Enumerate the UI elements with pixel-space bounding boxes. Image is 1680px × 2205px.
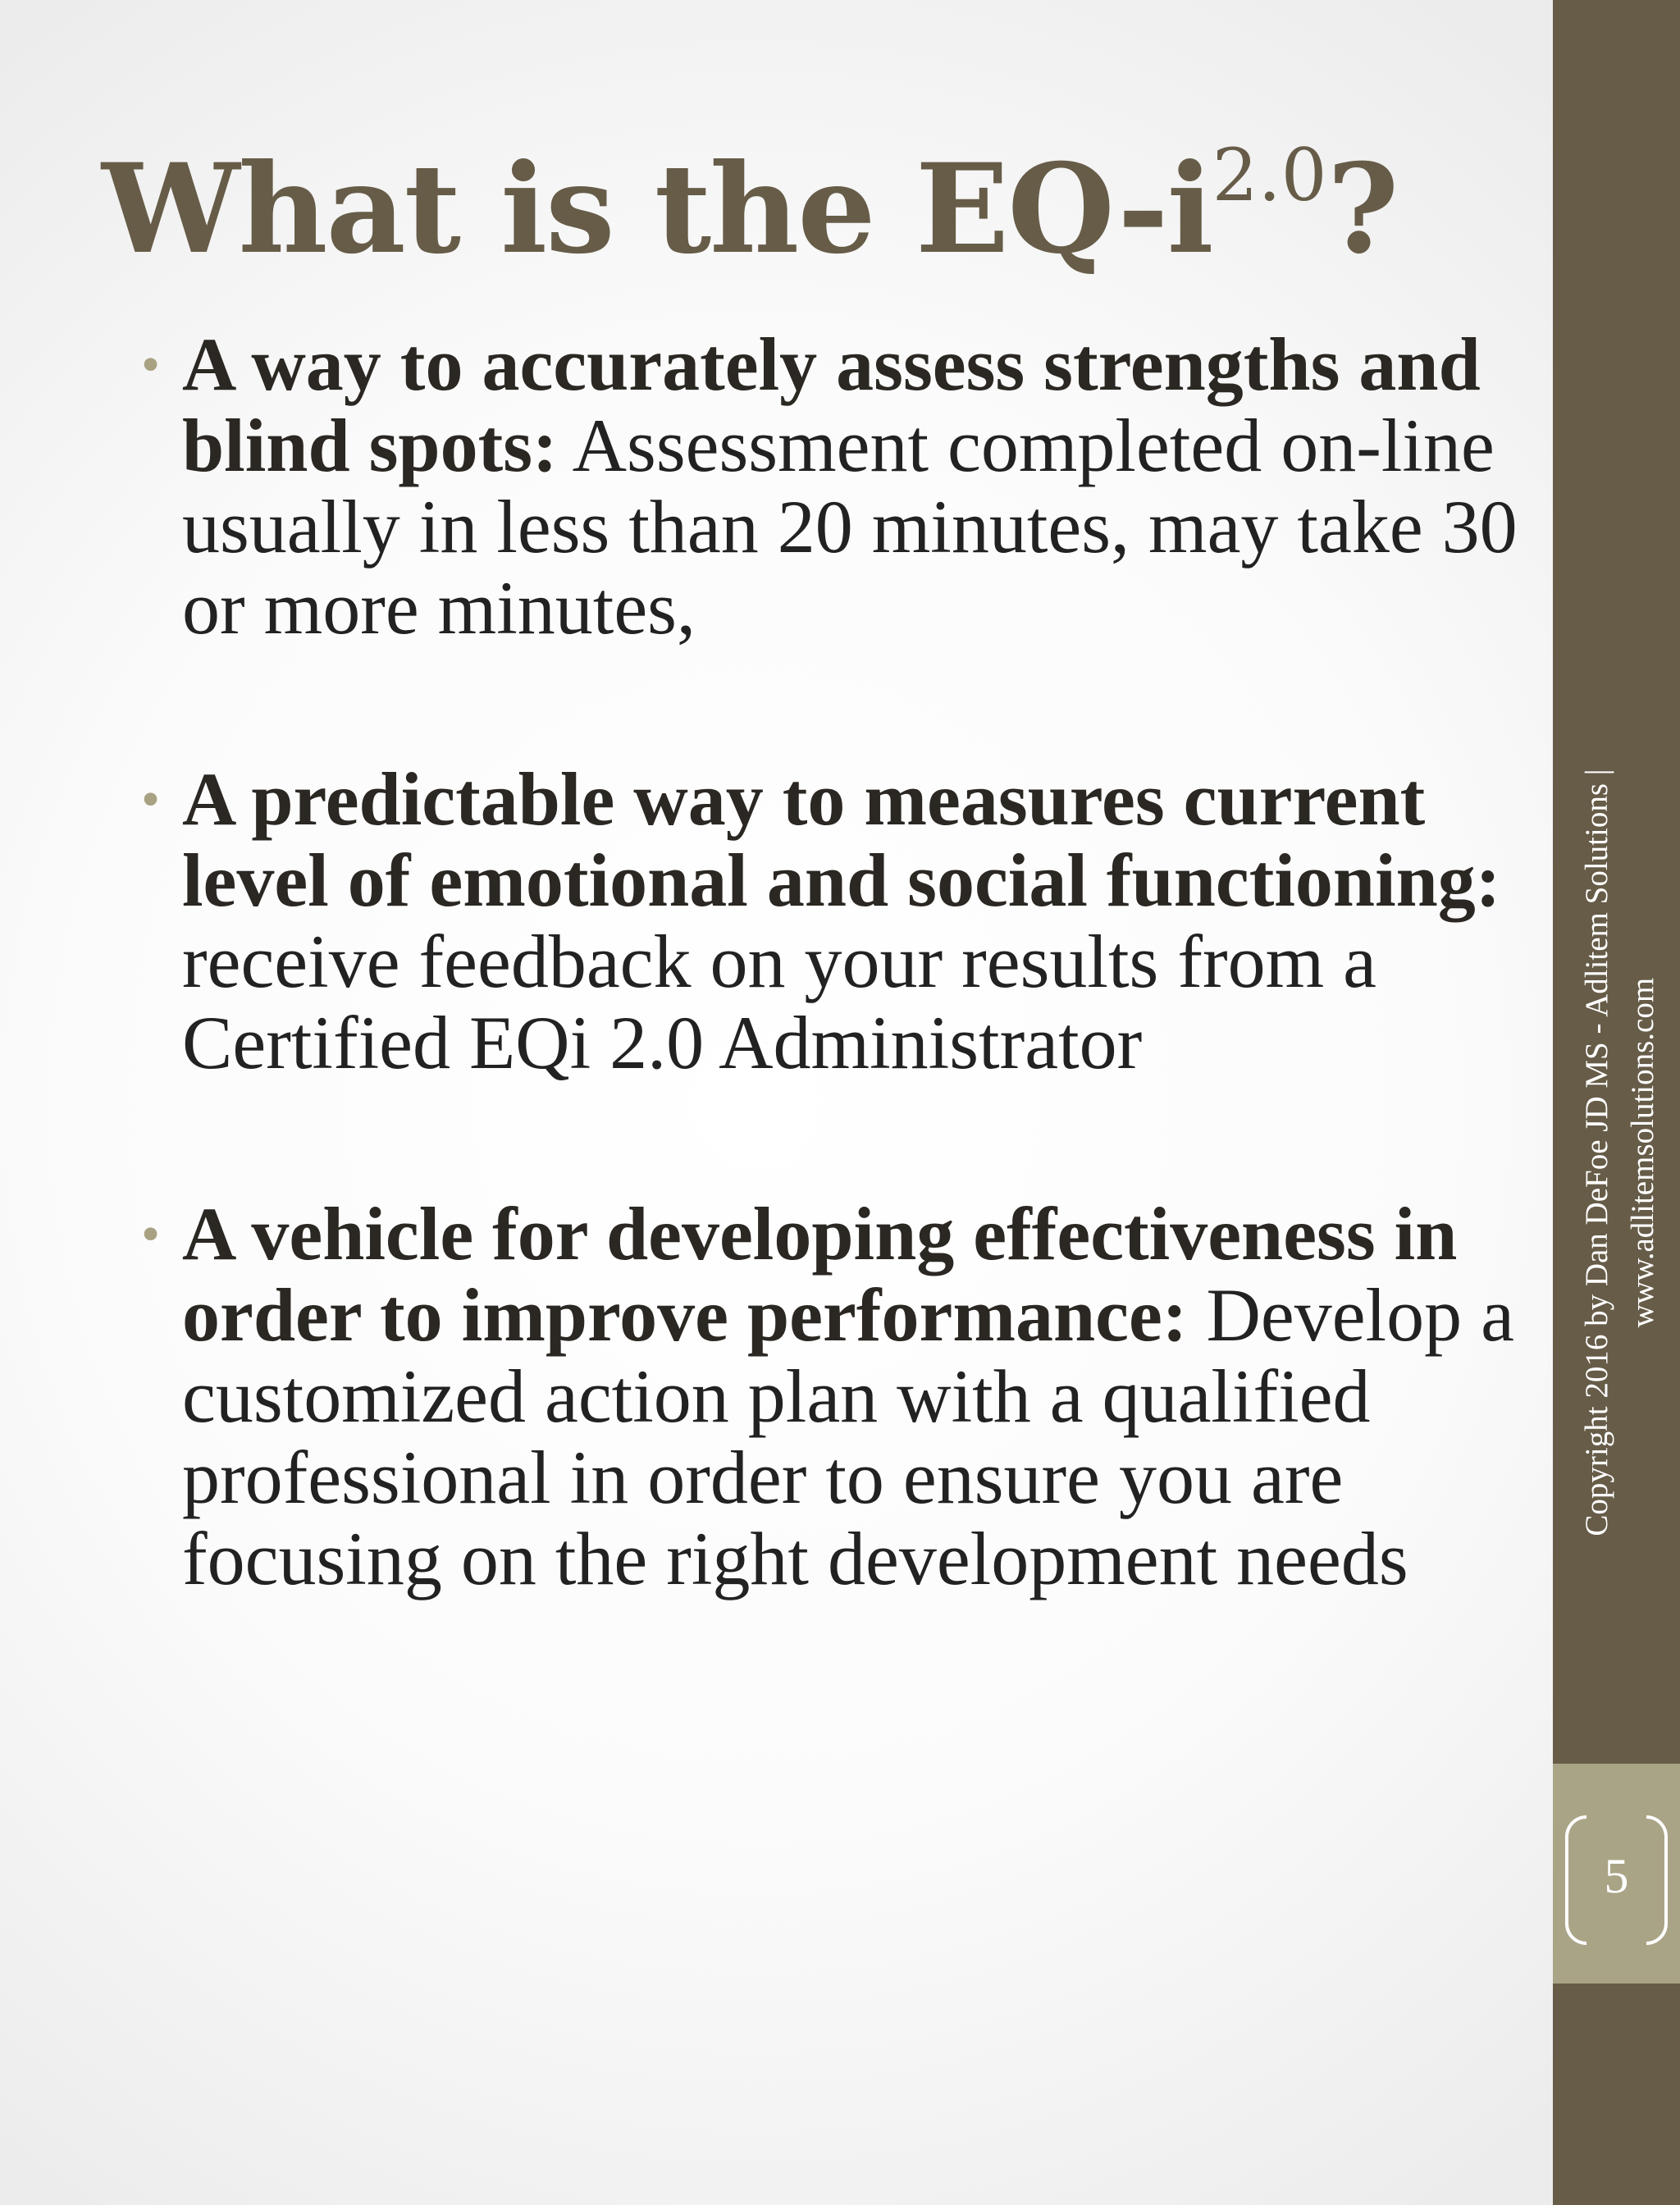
bullet-dot-icon: • — [141, 769, 161, 829]
bullet-heading: A predictable way to measures current level of emotional and social functioning: — [182, 757, 1501, 922]
slide-title-superscript: 2.0 — [1212, 133, 1327, 217]
bullet-item — [141, 1192, 1544, 1600]
page-number-box — [1553, 1764, 1680, 1984]
bullet-item — [141, 757, 1544, 1084]
bullet-item — [141, 322, 1544, 650]
bullet-heading: A vehicle for developing effectiveness in order to improve performance: — [182, 1192, 1458, 1357]
bullet-dot-icon: • — [141, 1204, 161, 1264]
bullet-text: Assessment completed on-line usually in less than 20 minutes, may take 30 or more minutes, — [182, 404, 1518, 650]
bullet-heading: A way to accurately assess strengths and blind spots: — [182, 322, 1481, 487]
bullet-text: Develop a customized action plan with a qualified professional in order to ensure you are focusing on the right development needs — [182, 1273, 1514, 1600]
copyright-notice — [1574, 769, 1666, 1536]
copyright-line: Copyright 2016 by Dan DeFoe JD MS - Adlitem Solutions | — [1579, 769, 1614, 1536]
slide-title — [102, 133, 1398, 281]
bullet-text: receive feedback on your results from a Certified EQi 2.0 Administrator — [182, 920, 1377, 1084]
bullet-list — [141, 322, 1544, 1600]
slide-title-suffix: ? — [1326, 137, 1398, 281]
slide-title-text: What is the EQ-i — [102, 137, 1212, 281]
page-number: 5 — [1604, 1849, 1629, 1903]
copyright-url: www.adlitemsolutions.com — [1625, 977, 1660, 1328]
bullet-dot-icon: • — [141, 335, 161, 395]
